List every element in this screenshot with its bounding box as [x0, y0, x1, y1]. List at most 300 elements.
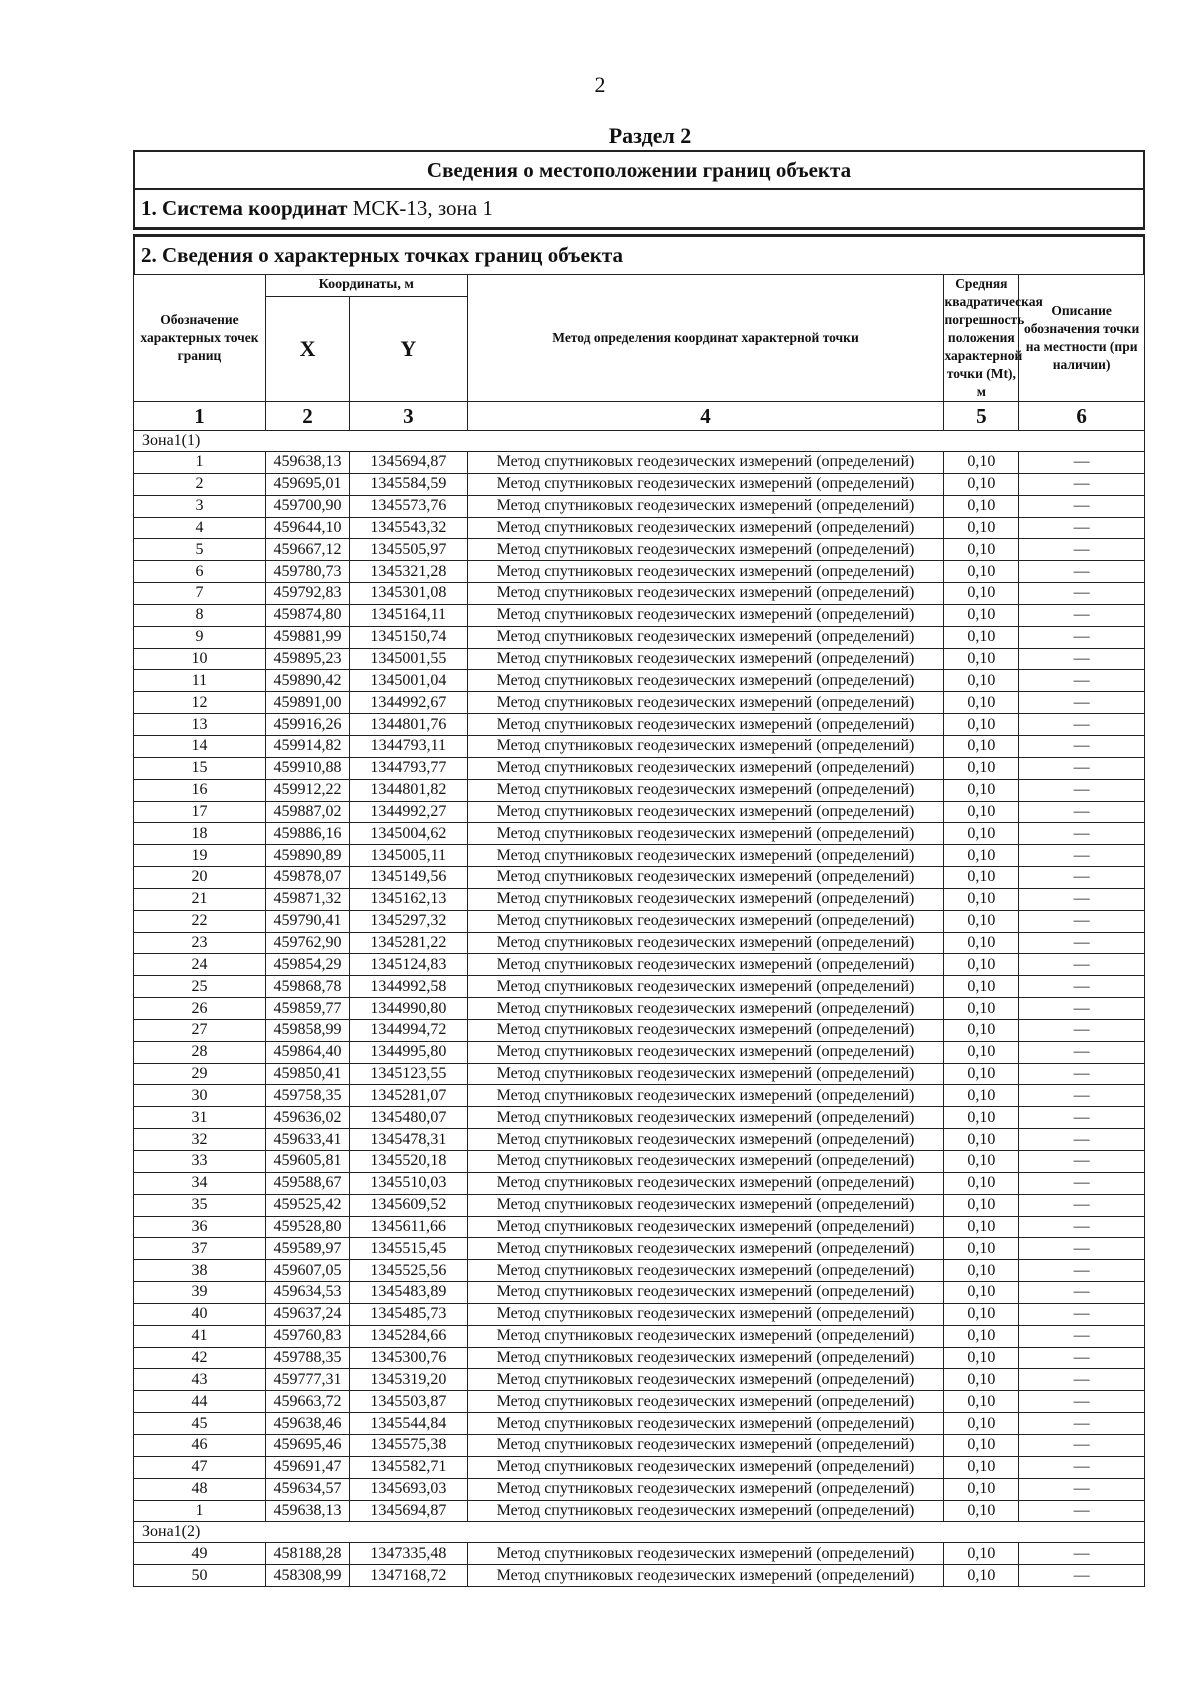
description-cell: —	[1019, 1194, 1145, 1216]
point-number: 3	[134, 495, 266, 517]
coord-x: 459607,05	[265, 1260, 349, 1282]
coord-y: 1345123,55	[350, 1063, 467, 1085]
table-row	[134, 1456, 1145, 1478]
description-cell: —	[1019, 867, 1145, 889]
coord-y: 1345124,83	[350, 954, 467, 976]
point-number: 43	[134, 1369, 266, 1391]
table-row	[134, 1325, 1145, 1347]
table-row	[134, 1216, 1145, 1238]
method-cell: Метод спутниковых геодезических измерений (определений)	[467, 867, 944, 889]
description-cell: —	[1019, 561, 1145, 583]
coord-x: 459691,47	[265, 1456, 349, 1478]
description-cell: —	[1019, 1434, 1145, 1456]
error-value: 0,10	[944, 1478, 1019, 1500]
table-row	[134, 845, 1145, 867]
header-method: Метод определения координат характерной точки	[467, 275, 944, 402]
coord-x: 459637,24	[265, 1303, 349, 1325]
coord-y: 1345505,97	[350, 539, 467, 561]
coord-x: 459859,77	[265, 998, 349, 1020]
points-title: 2. Сведения о характерных точках границ объекта	[141, 243, 623, 267]
coord-x: 459912,22	[265, 779, 349, 801]
table-body	[134, 431, 1145, 1587]
point-number: 44	[134, 1391, 266, 1413]
point-number: 4	[134, 517, 266, 539]
error-value: 0,10	[944, 1107, 1019, 1129]
error-value: 0,10	[944, 1238, 1019, 1260]
coord-x: 459890,42	[265, 670, 349, 692]
coord-y: 1345609,52	[350, 1194, 467, 1216]
coord-y: 1345321,28	[350, 561, 467, 583]
error-value: 0,10	[944, 517, 1019, 539]
coord-x: 459638,46	[265, 1413, 349, 1435]
description-cell: —	[1019, 583, 1145, 605]
table-row	[134, 1391, 1145, 1413]
header-description: Описание обозначения точки на местности (при наличии)	[1019, 275, 1145, 402]
method-cell: Метод спутниковых геодезических измерений (определений)	[467, 648, 944, 670]
coord-x: 459871,32	[265, 888, 349, 910]
table-row	[134, 1063, 1145, 1085]
description-cell: —	[1019, 604, 1145, 626]
description-cell: —	[1019, 1282, 1145, 1304]
coord-y: 1345300,76	[350, 1347, 467, 1369]
table-row	[134, 1543, 1145, 1565]
table-row	[134, 1041, 1145, 1063]
method-cell: Метод спутниковых геодезических измерений (определений)	[467, 976, 944, 998]
description-cell: —	[1019, 1391, 1145, 1413]
table-row	[134, 714, 1145, 736]
point-number: 30	[134, 1085, 266, 1107]
method-cell: Метод спутниковых геодезических измерений (определений)	[467, 626, 944, 648]
table-row	[134, 1085, 1145, 1107]
coord-x: 459700,90	[265, 495, 349, 517]
description-cell: —	[1019, 998, 1145, 1020]
table-row	[134, 452, 1145, 474]
description-cell: —	[1019, 888, 1145, 910]
coord-y: 1345001,04	[350, 670, 467, 692]
description-cell: —	[1019, 1347, 1145, 1369]
point-number: 34	[134, 1172, 266, 1194]
method-cell: Метод спутниковых геодезических измерений (определений)	[467, 998, 944, 1020]
error-value: 0,10	[944, 823, 1019, 845]
method-cell: Метод спутниковых геодезических измерений (определений)	[467, 1413, 944, 1435]
description-cell: —	[1019, 1107, 1145, 1129]
description-cell: —	[1019, 517, 1145, 539]
method-cell: Метод спутниковых геодезических измерений (определений)	[467, 735, 944, 757]
description-cell: —	[1019, 823, 1145, 845]
coord-x: 459633,41	[265, 1129, 349, 1151]
coord-x: 459792,83	[265, 583, 349, 605]
error-value: 0,10	[944, 1413, 1019, 1435]
error-value: 0,10	[944, 1085, 1019, 1107]
method-cell: Метод спутниковых геодезических измерений (определений)	[467, 801, 944, 823]
description-cell: —	[1019, 495, 1145, 517]
table-row	[134, 1151, 1145, 1173]
coord-x: 459638,13	[265, 452, 349, 474]
table-row	[134, 932, 1145, 954]
error-value: 0,10	[944, 779, 1019, 801]
error-value: 0,10	[944, 1041, 1019, 1063]
coord-x: 459854,29	[265, 954, 349, 976]
description-cell: —	[1019, 452, 1145, 474]
description-cell: —	[1019, 757, 1145, 779]
column-number: 1	[134, 402, 266, 431]
error-value: 0,10	[944, 1129, 1019, 1151]
method-cell: Метод спутниковых геодезических измерений (определений)	[467, 1282, 944, 1304]
boundary-info-box	[133, 150, 1145, 229]
point-number: 37	[134, 1238, 266, 1260]
error-value: 0,10	[944, 1500, 1019, 1522]
coord-y: 1345510,03	[350, 1172, 467, 1194]
method-cell: Метод спутниковых геодезических измерений (определений)	[467, 1434, 944, 1456]
error-value: 0,10	[944, 1063, 1019, 1085]
coord-x: 459589,97	[265, 1238, 349, 1260]
coord-y: 1345478,31	[350, 1129, 467, 1151]
coord-x: 459638,13	[265, 1500, 349, 1522]
point-number: 1	[134, 452, 266, 474]
error-value: 0,10	[944, 1325, 1019, 1347]
point-number: 42	[134, 1347, 266, 1369]
method-cell: Метод спутниковых геодезических измерений (определений)	[467, 1391, 944, 1413]
coord-x: 459858,99	[265, 1019, 349, 1041]
method-cell: Метод спутниковых геодезических измерений (определений)	[467, 1456, 944, 1478]
coord-y: 1345297,32	[350, 910, 467, 932]
method-cell: Метод спутниковых геодезических измерений (определений)	[467, 1500, 944, 1522]
points-title-box	[133, 235, 1145, 274]
point-number: 48	[134, 1478, 266, 1500]
coord-x: 459916,26	[265, 714, 349, 736]
description-cell: —	[1019, 1129, 1145, 1151]
point-number: 20	[134, 867, 266, 889]
error-value: 0,10	[944, 954, 1019, 976]
error-value: 0,10	[944, 757, 1019, 779]
coord-y: 1345004,62	[350, 823, 467, 845]
description-cell: —	[1019, 1478, 1145, 1500]
description-cell: —	[1019, 1543, 1145, 1565]
method-cell: Метод спутниковых геодезических измерений (определений)	[467, 517, 944, 539]
point-number: 36	[134, 1216, 266, 1238]
coord-y: 1345584,59	[350, 473, 467, 495]
coord-y: 1345582,71	[350, 1456, 467, 1478]
coord-x: 459758,35	[265, 1085, 349, 1107]
error-value: 0,10	[944, 1172, 1019, 1194]
coord-x: 459644,10	[265, 517, 349, 539]
method-cell: Метод спутниковых геодезических измерений (определений)	[467, 1347, 944, 1369]
method-cell: Метод спутниковых геодезических измерений (определений)	[467, 1260, 944, 1282]
error-value: 0,10	[944, 1282, 1019, 1304]
description-cell: —	[1019, 473, 1145, 495]
error-value: 0,10	[944, 561, 1019, 583]
point-number: 24	[134, 954, 266, 976]
method-cell: Метод спутниковых геодезических измерений (определений)	[467, 539, 944, 561]
description-cell: —	[1019, 801, 1145, 823]
coord-x: 459695,01	[265, 473, 349, 495]
point-number: 50	[134, 1565, 266, 1587]
error-value: 0,10	[944, 1216, 1019, 1238]
method-cell: Метод спутниковых геодезических измерений (определений)	[467, 452, 944, 474]
method-cell: Метод спутниковых геодезических измерений (определений)	[467, 1216, 944, 1238]
table-row	[134, 604, 1145, 626]
point-number: 33	[134, 1151, 266, 1173]
table-row	[134, 976, 1145, 998]
point-number: 26	[134, 998, 266, 1020]
description-cell: —	[1019, 626, 1145, 648]
table-row	[134, 779, 1145, 801]
header-x: X	[265, 296, 349, 401]
point-number: 15	[134, 757, 266, 779]
description-cell: —	[1019, 1260, 1145, 1282]
method-cell: Метод спутниковых геодезических измерений (определений)	[467, 1194, 944, 1216]
method-cell: Метод спутниковых геодезических измерений (определений)	[467, 1565, 944, 1587]
coord-x: 459760,83	[265, 1325, 349, 1347]
description-cell: —	[1019, 845, 1145, 867]
coord-x: 459864,40	[265, 1041, 349, 1063]
error-value: 0,10	[944, 604, 1019, 626]
coord-y: 1344801,76	[350, 714, 467, 736]
coord-y: 1345544,84	[350, 1413, 467, 1435]
zone-label: Зона1(2)	[134, 1522, 1145, 1543]
coord-y: 1344992,67	[350, 692, 467, 714]
coord-x: 459890,89	[265, 845, 349, 867]
coord-y: 1347335,48	[350, 1543, 467, 1565]
coord-y: 1345611,66	[350, 1216, 467, 1238]
method-cell: Метод спутниковых геодезических измерений (определений)	[467, 823, 944, 845]
table-row	[134, 1500, 1145, 1522]
description-cell: —	[1019, 670, 1145, 692]
description-cell: —	[1019, 692, 1145, 714]
coord-y: 1345149,56	[350, 867, 467, 889]
description-cell: —	[1019, 1041, 1145, 1063]
point-number: 6	[134, 561, 266, 583]
description-cell: —	[1019, 1413, 1145, 1435]
error-value: 0,10	[944, 801, 1019, 823]
coord-y: 1345525,56	[350, 1260, 467, 1282]
coord-x: 459634,57	[265, 1478, 349, 1500]
coord-y: 1344992,58	[350, 976, 467, 998]
coord-y: 1345164,11	[350, 604, 467, 626]
error-value: 0,10	[944, 1347, 1019, 1369]
method-cell: Метод спутниковых геодезических измерений (определений)	[467, 714, 944, 736]
page-number: 2	[594, 72, 606, 97]
coord-x: 459874,80	[265, 604, 349, 626]
point-number: 46	[134, 1434, 266, 1456]
table-row	[134, 1260, 1145, 1282]
point-number: 8	[134, 604, 266, 626]
coord-x: 459636,02	[265, 1107, 349, 1129]
coord-x: 459634,53	[265, 1282, 349, 1304]
coord-x: 459663,72	[265, 1391, 349, 1413]
coord-x: 459790,41	[265, 910, 349, 932]
description-cell: —	[1019, 1063, 1145, 1085]
zone-label: Зона1(1)	[134, 431, 1145, 452]
coord-y: 1345694,87	[350, 1500, 467, 1522]
point-number: 17	[134, 801, 266, 823]
column-number: 6	[1019, 402, 1145, 431]
point-number: 11	[134, 670, 266, 692]
coord-y: 1344992,27	[350, 801, 467, 823]
method-cell: Метод спутниковых геодезических измерений (определений)	[467, 604, 944, 626]
error-value: 0,10	[944, 670, 1019, 692]
point-number: 38	[134, 1260, 266, 1282]
method-cell: Метод спутниковых геодезических измерений (определений)	[467, 1107, 944, 1129]
table-row	[134, 735, 1145, 757]
error-value: 0,10	[944, 539, 1019, 561]
coord-x: 459895,23	[265, 648, 349, 670]
description-cell: —	[1019, 1565, 1145, 1587]
coord-x: 458308,99	[265, 1565, 349, 1587]
table-row	[134, 757, 1145, 779]
method-cell: Метод спутниковых геодезических измерений (определений)	[467, 1019, 944, 1041]
column-number: 4	[467, 402, 944, 431]
table-row	[134, 517, 1145, 539]
coord-system-value: МСК-13, зона 1	[352, 196, 493, 220]
method-cell: Метод спутниковых геодезических измерений (определений)	[467, 692, 944, 714]
error-value: 0,10	[944, 1194, 1019, 1216]
point-number: 7	[134, 583, 266, 605]
coord-x: 459891,00	[265, 692, 349, 714]
coord-x: 459667,12	[265, 539, 349, 561]
error-value: 0,10	[944, 910, 1019, 932]
coord-y: 1344801,82	[350, 779, 467, 801]
table-row	[134, 1172, 1145, 1194]
coord-x: 459588,67	[265, 1172, 349, 1194]
point-number: 47	[134, 1456, 266, 1478]
description-cell: —	[1019, 714, 1145, 736]
table-row	[134, 648, 1145, 670]
coord-y: 1345483,89	[350, 1282, 467, 1304]
table-row	[134, 539, 1145, 561]
coord-y: 1345520,18	[350, 1151, 467, 1173]
method-cell: Метод спутниковых геодезических измерений (определений)	[467, 1303, 944, 1325]
coord-y: 1347168,72	[350, 1565, 467, 1587]
table-row	[134, 1478, 1145, 1500]
coord-y: 1345319,20	[350, 1369, 467, 1391]
error-value: 0,10	[944, 495, 1019, 517]
coord-x: 459695,46	[265, 1434, 349, 1456]
coord-x: 459914,82	[265, 735, 349, 757]
point-number: 29	[134, 1063, 266, 1085]
coord-x: 459762,90	[265, 932, 349, 954]
error-value: 0,10	[944, 845, 1019, 867]
column-number: 2	[265, 402, 349, 431]
error-value: 0,10	[944, 932, 1019, 954]
method-cell: Метод спутниковых геодезических измерений (определений)	[467, 910, 944, 932]
coord-y: 1344793,77	[350, 757, 467, 779]
coord-y: 1345005,11	[350, 845, 467, 867]
method-cell: Метод спутниковых геодезических измерений (определений)	[467, 1238, 944, 1260]
table-row	[134, 1107, 1145, 1129]
description-cell: —	[1019, 1216, 1145, 1238]
coord-x: 459910,88	[265, 757, 349, 779]
error-value: 0,10	[944, 1151, 1019, 1173]
description-cell: —	[1019, 1238, 1145, 1260]
description-cell: —	[1019, 954, 1145, 976]
coord-x: 459780,73	[265, 561, 349, 583]
description-cell: —	[1019, 1303, 1145, 1325]
coord-y: 1344994,72	[350, 1019, 467, 1041]
description-cell: —	[1019, 1019, 1145, 1041]
error-value: 0,10	[944, 976, 1019, 998]
error-value: 0,10	[944, 998, 1019, 1020]
table-row	[134, 583, 1145, 605]
error-value: 0,10	[944, 735, 1019, 757]
point-number: 10	[134, 648, 266, 670]
coord-y: 1345575,38	[350, 1434, 467, 1456]
error-value: 0,10	[944, 714, 1019, 736]
method-cell: Метод спутниковых геодезических измерений (определений)	[467, 1085, 944, 1107]
point-number: 35	[134, 1194, 266, 1216]
point-number: 18	[134, 823, 266, 845]
table-row	[134, 1565, 1145, 1587]
coord-y: 1344793,11	[350, 735, 467, 757]
method-cell: Метод спутниковых геодезических измерений (определений)	[467, 888, 944, 910]
description-cell: —	[1019, 932, 1145, 954]
table-row	[134, 1303, 1145, 1325]
coord-system-row	[135, 190, 1143, 227]
method-cell: Метод спутниковых геодезических измерений (определений)	[467, 1151, 944, 1173]
method-cell: Метод спутниковых геодезических измерений (определений)	[467, 495, 944, 517]
header-coordinates: Координаты, м	[265, 275, 467, 297]
coord-x: 459881,99	[265, 626, 349, 648]
table-row	[134, 1194, 1145, 1216]
header-error: Средняя квадратическая погрешность положения характерной точки (Mt), м	[944, 275, 1019, 402]
section-title: Раздел 2	[608, 123, 692, 148]
point-number: 14	[134, 735, 266, 757]
coord-y: 1345301,08	[350, 583, 467, 605]
error-value: 0,10	[944, 1543, 1019, 1565]
table-row	[134, 1129, 1145, 1151]
coord-x: 459878,07	[265, 867, 349, 889]
coord-y: 1345573,76	[350, 495, 467, 517]
header-y: Y	[350, 296, 467, 401]
description-cell: —	[1019, 1456, 1145, 1478]
coord-y: 1344990,80	[350, 998, 467, 1020]
point-number: 16	[134, 779, 266, 801]
coord-y: 1345480,07	[350, 1107, 467, 1129]
coord-y: 1345485,73	[350, 1303, 467, 1325]
method-cell: Метод спутниковых геодезических измерений (определений)	[467, 561, 944, 583]
method-cell: Метод спутниковых геодезических измерений (определений)	[467, 932, 944, 954]
method-cell: Метод спутниковых геодезических измерений (определений)	[467, 1369, 944, 1391]
error-value: 0,10	[944, 1434, 1019, 1456]
point-number: 22	[134, 910, 266, 932]
point-number: 39	[134, 1282, 266, 1304]
table-row	[134, 910, 1145, 932]
point-number: 25	[134, 976, 266, 998]
table-row	[134, 1019, 1145, 1041]
description-cell: —	[1019, 1172, 1145, 1194]
method-cell: Метод спутниковых геодезических измерений (определений)	[467, 473, 944, 495]
method-cell: Метод спутниковых геодезических измерений (определений)	[467, 1041, 944, 1063]
table-row	[134, 473, 1145, 495]
method-cell: Метод спутниковых геодезических измерений (определений)	[467, 583, 944, 605]
table-row	[134, 1369, 1145, 1391]
method-cell: Метод спутниковых геодезических измерений (определений)	[467, 1543, 944, 1565]
point-number: 9	[134, 626, 266, 648]
table-row	[134, 561, 1145, 583]
coord-system-label: 1. Система координат	[141, 196, 348, 220]
header-designation: Обозначение характерных точек границ	[134, 275, 266, 402]
zone-row	[134, 1522, 1145, 1543]
error-value: 0,10	[944, 888, 1019, 910]
boundary-points-table	[133, 274, 1145, 1587]
coord-y: 1345150,74	[350, 626, 467, 648]
description-cell: —	[1019, 1369, 1145, 1391]
table-row	[134, 626, 1145, 648]
method-cell: Метод спутниковых геодезических измерений (определений)	[467, 1478, 944, 1500]
table-row	[134, 495, 1145, 517]
coord-x: 459528,80	[265, 1216, 349, 1238]
point-number: 5	[134, 539, 266, 561]
